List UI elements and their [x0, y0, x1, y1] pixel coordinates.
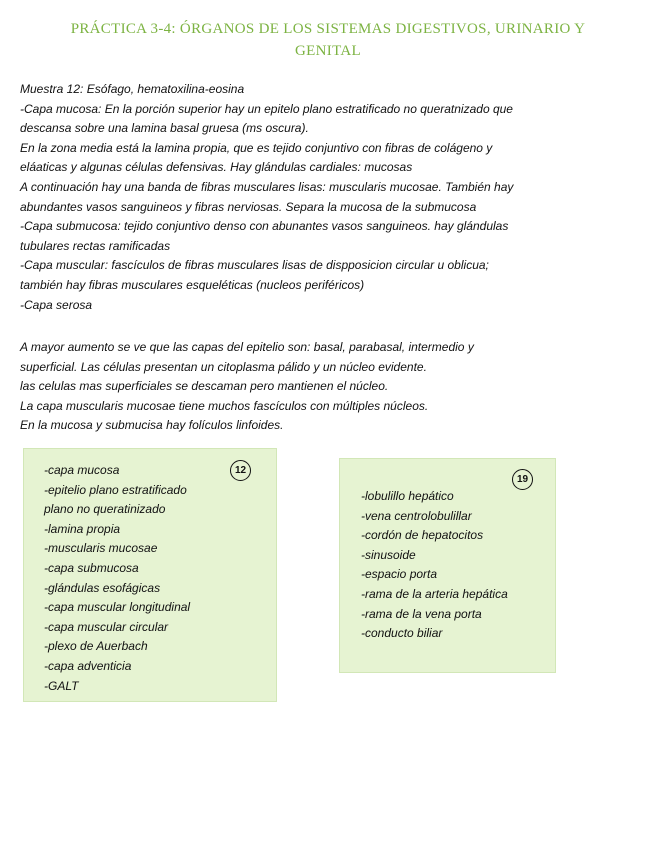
list-item: -epitelio plano estratificado [44, 482, 187, 497]
list-item: -rama de la arteria hepática [361, 586, 508, 601]
text-line: A continuación hay una banda de fibras musculares lisas: muscularis mucosae. También hay [20, 179, 514, 194]
text-line: A mayor aumento se ve que las capas del epitelio son: basal, parabasal, intermedio y [20, 340, 474, 354]
list-item: -capa mucosa [44, 463, 120, 477]
text-line: -Capa serosa [20, 297, 93, 312]
sample-number-badge: 12 [230, 460, 251, 481]
text-line: -Capa submucosa: tejido conjuntivo denso con abunantes vasos sanguineos. hay glándulas [20, 219, 509, 234]
sample-number-badge: 19 [512, 469, 533, 490]
list-item: -rama de la vena porta [361, 606, 482, 621]
text-line: -Capa muscular: fascículos de fibras musculares lisas de dispposicion circular u oblicua; [20, 258, 489, 273]
list-item: -conducto biliar [361, 626, 443, 641]
description-paragraph [20, 80, 620, 315]
text-line: las celulas mas superficiales se descaman pero mantienen el núcleo. [20, 379, 389, 394]
text-line: descansa sobre una lamina basal gruesa (ms oscura). [20, 121, 309, 136]
magnification-paragraph [20, 338, 620, 436]
sample-19-notes-box [339, 458, 556, 673]
list-item: -espacio porta [361, 567, 438, 582]
list-item: -muscularis mucosae [44, 541, 158, 556]
list-item: -capa muscular circular [44, 619, 169, 634]
page-title-line: GENITAL [295, 43, 361, 59]
list-item: -lobulillo hepático [361, 489, 454, 503]
text-line: En la mucosa y submucisa hay folículos linfoides. [20, 418, 284, 433]
list-item: -sinusoide [361, 547, 416, 562]
text-line: eláaticas y algunas células defensivas. Hay glándulas cardiales: mucosas [20, 160, 413, 175]
list-item: -capa adventicia [44, 658, 132, 673]
page-title-line: PRÁCTICA 3-4: ÓRGANOS DE LOS SISTEMAS DIGESTIVOS, URINARIO Y [70, 21, 586, 37]
list-item: -lamina propia [44, 521, 121, 536]
list-item: -capa muscular longitudinal [44, 600, 191, 615]
text-line: Muestra 12: Esófago, hematoxilina-eosina [20, 82, 245, 96]
list-item: -capa submucosa [44, 560, 139, 575]
list-item: plano no queratinizado [44, 502, 166, 517]
structure-list [361, 487, 508, 644]
structure-list [44, 461, 190, 696]
list-item: -cordón de hepatocitos [361, 528, 484, 543]
text-line: La capa muscularis mucosae tiene muchos fascículos con múltiples núcleos. [20, 398, 429, 413]
text-line: tubulares rectas ramificadas [20, 238, 171, 253]
text-line: superficial. Las células presentan un citoplasma pálido y un núcleo evidente. [20, 359, 427, 374]
list-item: -vena centrolobulillar [361, 508, 472, 523]
text-line: En la zona media está la lamina propia, que es tejido conjuntivo con fibras de colágeno y [20, 140, 493, 155]
list-item: -plexo de Auerbach [44, 639, 148, 654]
text-line: también hay fibras musculares esqueléticas (nucleos periféricos) [20, 277, 365, 292]
list-item: -glándulas esofágicas [44, 580, 161, 595]
list-item: -GALT [44, 678, 79, 693]
text-line: abundantes vasos sanguineos y fibras nerviosas. Separa la mucosa de la submucosa [20, 199, 477, 214]
sample-12-notes-box [23, 448, 277, 702]
text-line: -Capa mucosa: En la porción superior hay un epitelo plano estratificado no queratnizado que [20, 101, 513, 116]
page-title [28, 18, 628, 62]
